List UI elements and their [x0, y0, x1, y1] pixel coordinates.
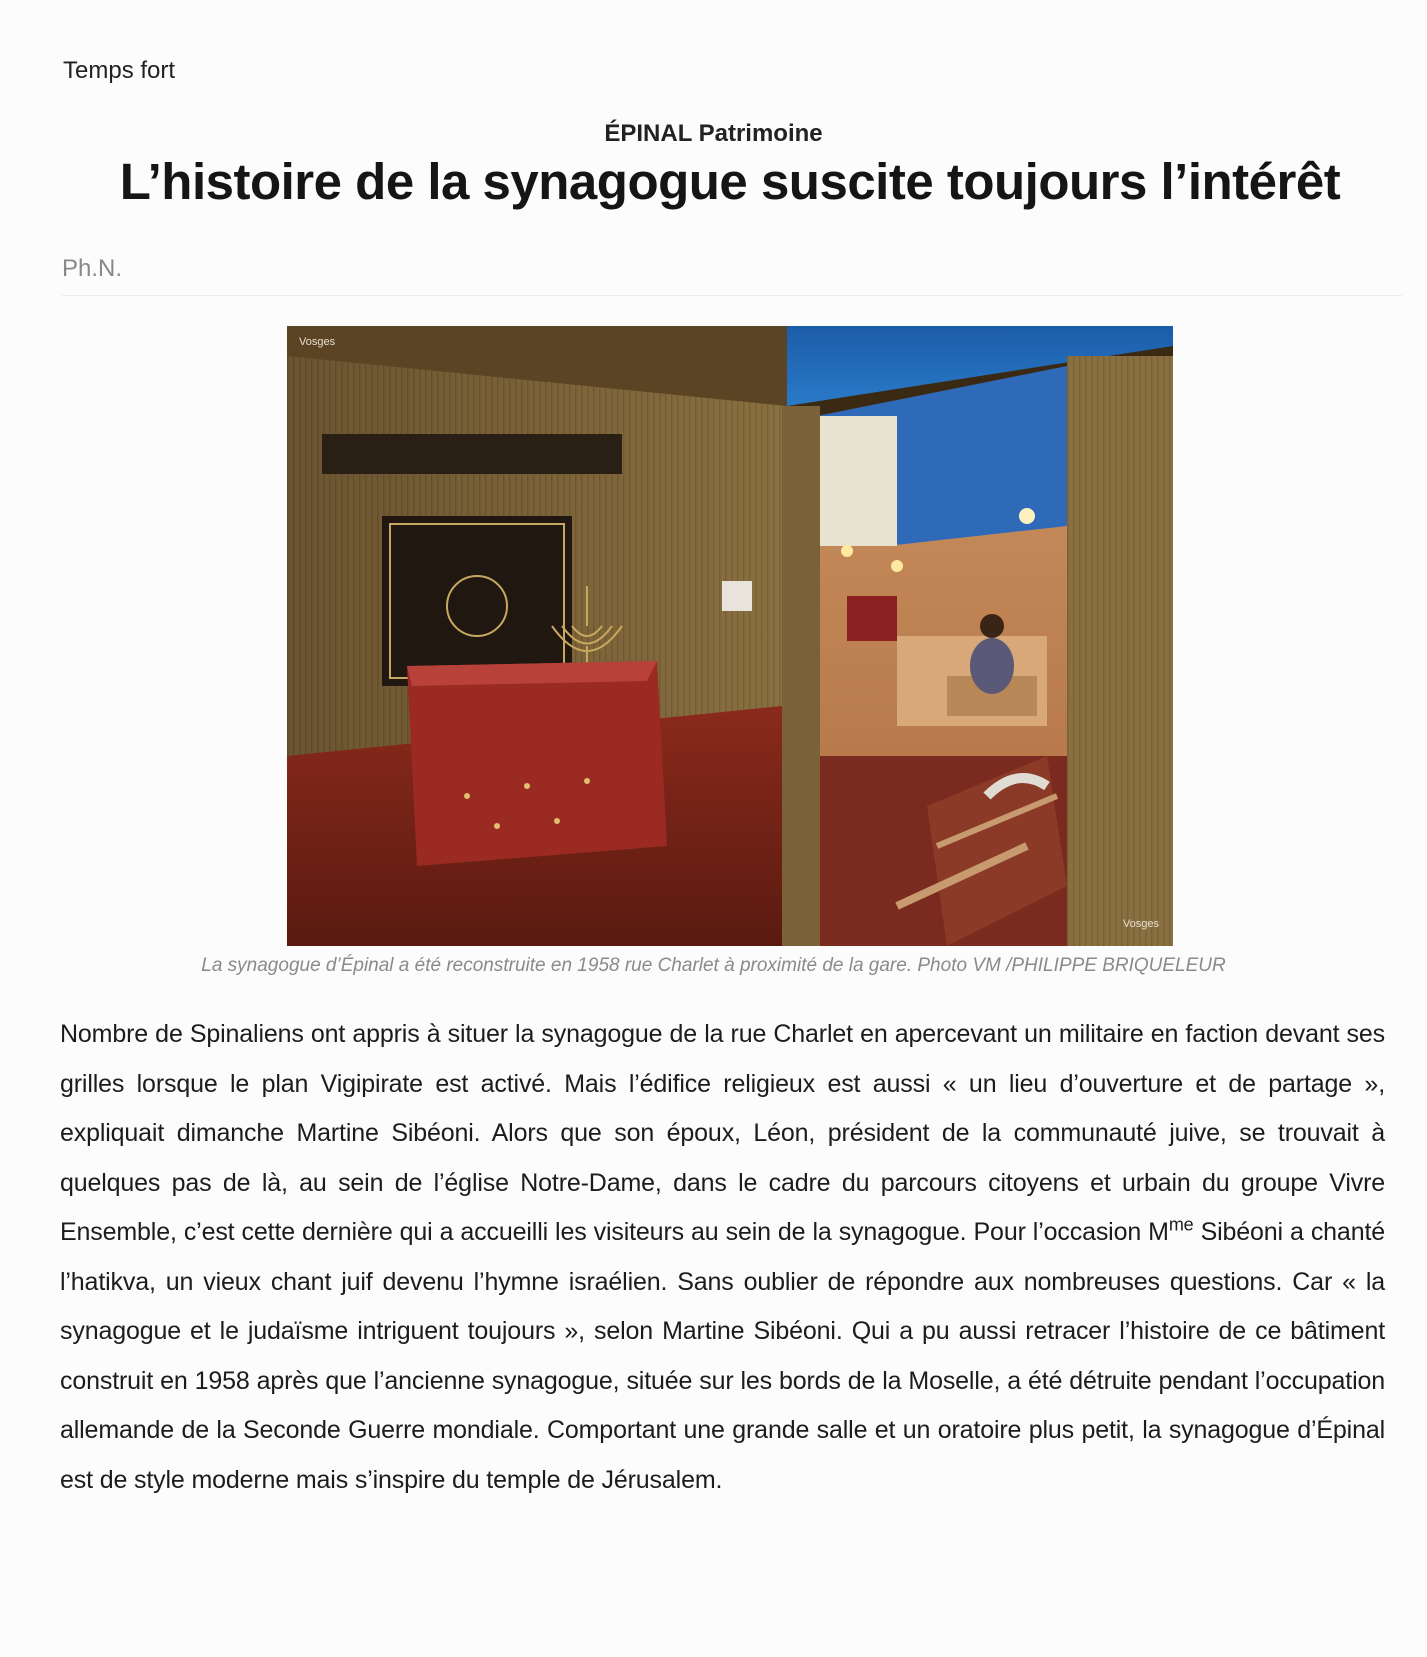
divider — [62, 295, 1402, 296]
article-headline: L’histoire de la synagogue suscite toujours l’intérêt — [119, 153, 1341, 210]
photo-watermark: Vosges — [1122, 918, 1159, 930]
synagogue-interior-photo — [287, 326, 1173, 946]
photo-caption: La synagogue d’Épinal a été reconstruite en 1958 rue Charlet à proximité de la gare. Photo VM /PHILIPPE BRIQUELEUR — [201, 955, 1226, 976]
article-body-part: Sibéoni a chanté l’hatikva, un vieux chant juif devenu l’hymne israélien. Sans oublier de répondre aux nombreuses questions. Car « la synagogue et le judaïsme intriguent toujours », selon Martine Sibéoni. Qui a pu aussi retracer l’histoire de ce bâtiment construit en 1958 après que l’ancienne synagogue, située sur les bords de la Moselle, a été détruite pendant l’occupation allemande de la Seconde Guerre mondiale. Comportant une grande salle et un oratoire plus petit, la synagogue d’Épinal est de style moderne mais s’inspire du temple de Jérusalem. — [60, 1218, 1385, 1494]
superscript: me — [1168, 1214, 1194, 1235]
byline: Ph.N. — [62, 255, 123, 282]
photo-watermark: Vosges — [299, 336, 336, 348]
article-body-part: Nombre de Spinaliens ont appris à situer la synagogue de la rue Charlet en apercevant un militaire en faction devant ses grilles lorsque le plan Vigipirate est activé. Mais l’édifice religieux est aussi « un lieu d’ouverture et de partage », expliquait dimanche Martine Sibéoni. Alors que son époux, Léon, président de la communauté juive, se trouvait à quelques pas de là, au sein de l’église Notre-Dame, dans le cadre du parcours citoyens et urbain du groupe Vivre Ensemble, c’est cette dernière qui a accueilli les visiteurs au sein de la synagogue. Pour l’occasion M — [60, 1020, 1385, 1246]
article-body — [60, 1010, 1385, 1505]
article-kicker: ÉPINAL Patrimoine — [604, 120, 823, 147]
section-label: Temps fort — [63, 57, 176, 84]
